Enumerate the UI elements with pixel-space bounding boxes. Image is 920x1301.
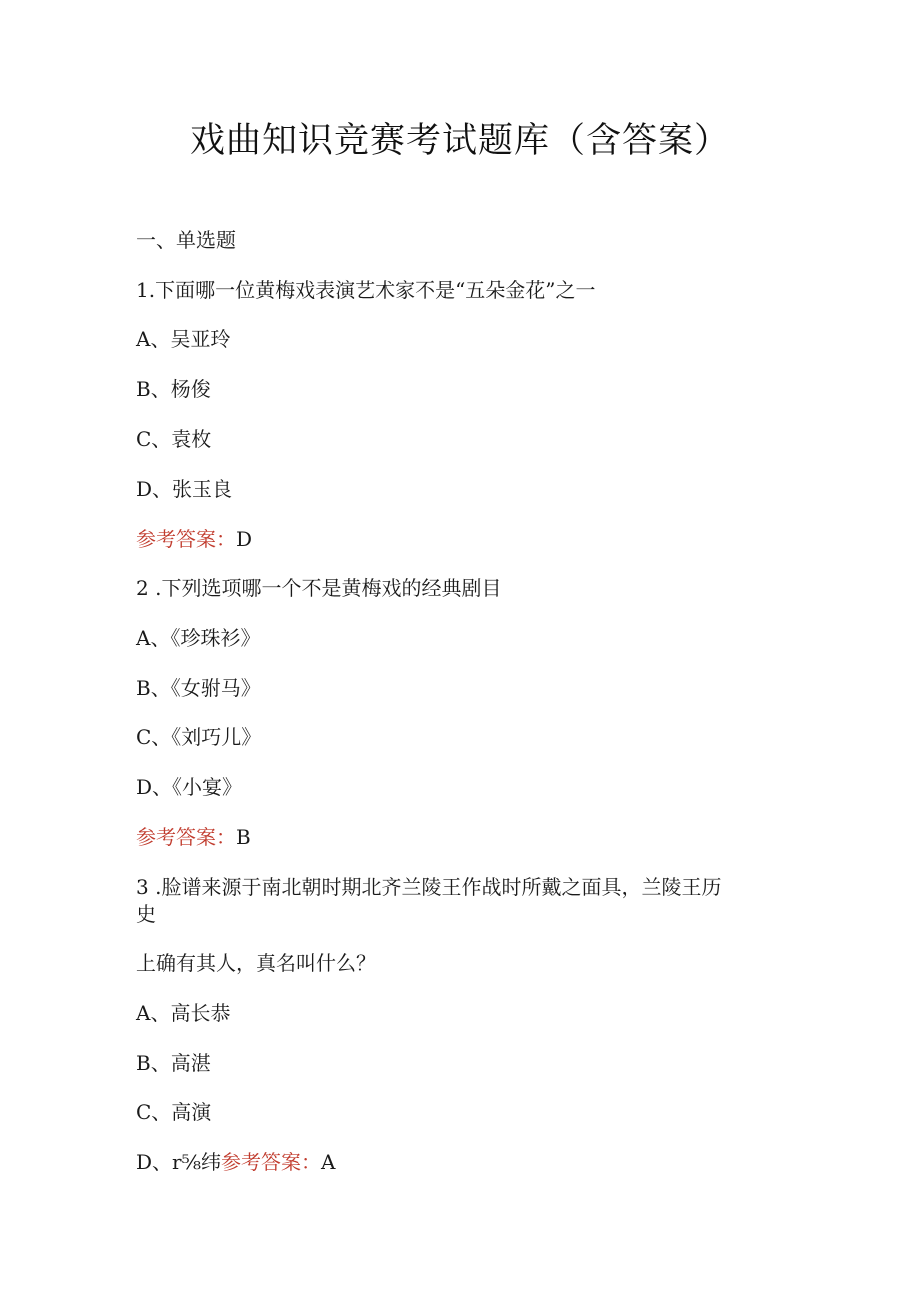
question-3-option-d: D、r⅝纬 bbox=[136, 1150, 221, 1174]
answer-value: A bbox=[320, 1150, 336, 1174]
question-2-option-a: A、《珍珠衫》 bbox=[136, 626, 261, 650]
question-2-answer bbox=[136, 823, 251, 851]
answer-label: 参考答案： bbox=[220, 1150, 321, 1174]
question-2-stem: 2 .下列选项哪一个不是黄梅戏的经典剧目 bbox=[136, 576, 502, 600]
question-3-option-a: A、高长恭 bbox=[136, 1001, 231, 1025]
question-3-stem-line-1: 3 .脸谱来源于南北朝时期北齐兰陵王作战时所戴之面具，兰陵王历 bbox=[136, 875, 722, 899]
question-1-option-b: B、杨俊 bbox=[136, 377, 211, 401]
answer-label: 参考答案： bbox=[136, 527, 236, 551]
question-2-option-d: D、《小宴》 bbox=[136, 775, 243, 799]
answer-label: 参考答案： bbox=[136, 825, 236, 849]
question-1-option-a: A、吴亚玲 bbox=[136, 327, 231, 351]
question-3-option-d-and-answer bbox=[136, 1148, 335, 1176]
question-1-option-d: D、张玉良 bbox=[136, 477, 233, 501]
section-heading: 一、单选题 bbox=[136, 228, 236, 252]
question-3-option-b: B、高湛 bbox=[136, 1051, 211, 1075]
document-title: 戏曲知识竞赛考试题库（含答案） bbox=[189, 121, 730, 161]
question-3-stem-line-2: 史 bbox=[136, 902, 156, 926]
question-1-option-c: C、袁枚 bbox=[136, 427, 212, 451]
question-3-option-c: C、高演 bbox=[136, 1100, 212, 1124]
answer-value: B bbox=[236, 825, 251, 849]
question-1-stem: 1.下面哪一位黄梅戏表演艺术家不是“五朵金花”之一 bbox=[136, 278, 596, 302]
answer-value: D bbox=[236, 527, 253, 551]
question-2-option-b: B、《女驸马》 bbox=[136, 676, 261, 700]
question-3-stem-line-3: 上确有其人，真名叫什么？ bbox=[136, 951, 376, 975]
question-2-option-c: C、《刘巧儿》 bbox=[136, 725, 262, 749]
question-1-answer bbox=[136, 525, 252, 553]
